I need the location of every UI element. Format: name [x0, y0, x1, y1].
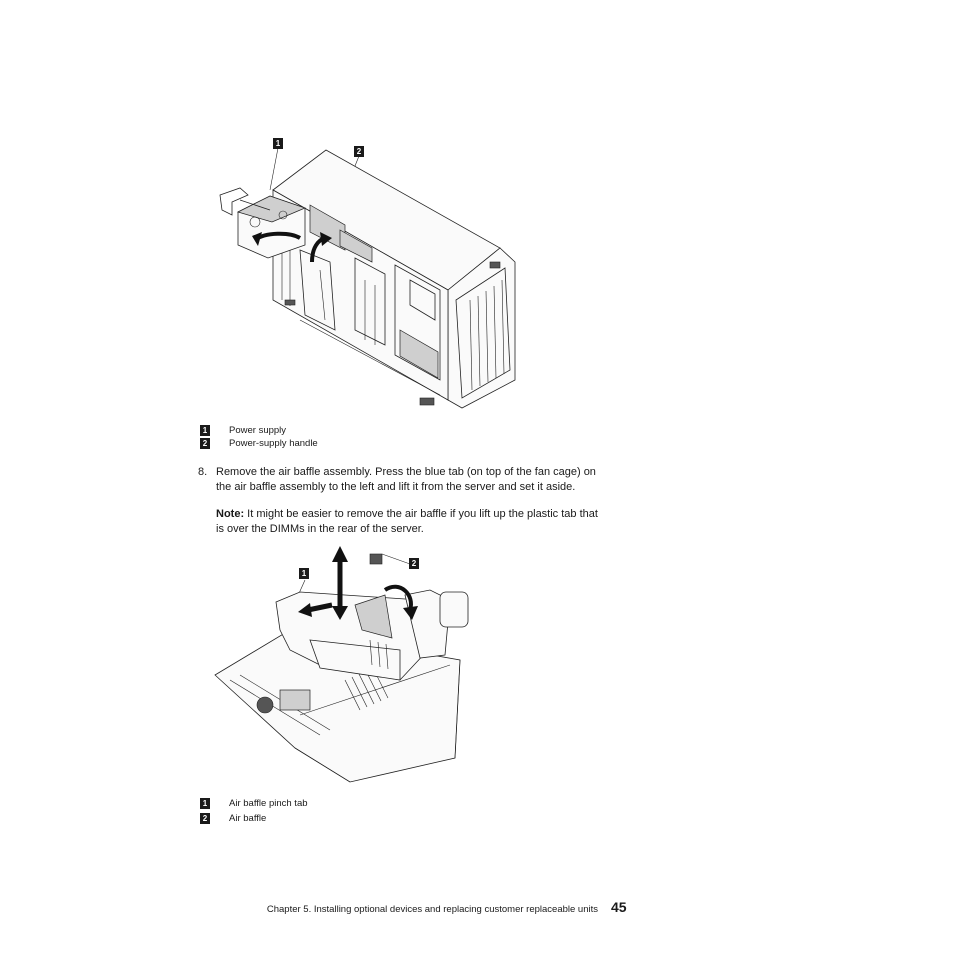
footer-chapter-text: Chapter 5. Installing optional devices and replacing customer replaceable units	[266, 904, 598, 915]
figure2-callout-2: 2	[409, 558, 419, 569]
server-power-supply-illustration	[0, 0, 954, 420]
step-text-line-1: Remove the air baffle assembly. Press the blue tab (on top of the fan cage) on	[216, 466, 596, 478]
note-line-1: It might be easier to remove the air baffle if you lift up the plastic tab that	[247, 508, 598, 520]
step-number: 8.	[198, 466, 208, 478]
air-baffle-illustration	[0, 540, 954, 790]
note-line-2: is over the DIMMs in the rear of the server.	[216, 523, 424, 535]
legend-callout-1: 1	[200, 798, 210, 809]
step-text-line-2: the air baffle assembly to the left and lift it from the server and set it aside.	[216, 481, 576, 493]
legend-label-power-supply: Power supply	[229, 425, 287, 436]
step-note	[216, 507, 598, 523]
legend-label-air-baffle-pinch-tab: Air baffle pinch tab	[229, 798, 308, 809]
figure-power-supply	[0, 0, 954, 420]
legend-callout-1: 1	[200, 425, 210, 436]
legend-label-power-supply-handle: Power-supply handle	[229, 438, 318, 449]
figure2-callout-1: 1	[299, 568, 309, 579]
figure1-callout-2: 2	[354, 146, 364, 157]
note-label: Note:	[216, 508, 245, 520]
figure-air-baffle	[0, 540, 954, 790]
legend-callout-2: 2	[200, 813, 210, 824]
legend-callout-2: 2	[200, 438, 210, 449]
page-number: 45	[611, 899, 627, 915]
legend-label-air-baffle: Air baffle	[229, 813, 267, 824]
figure1-callout-1: 1	[273, 138, 283, 149]
